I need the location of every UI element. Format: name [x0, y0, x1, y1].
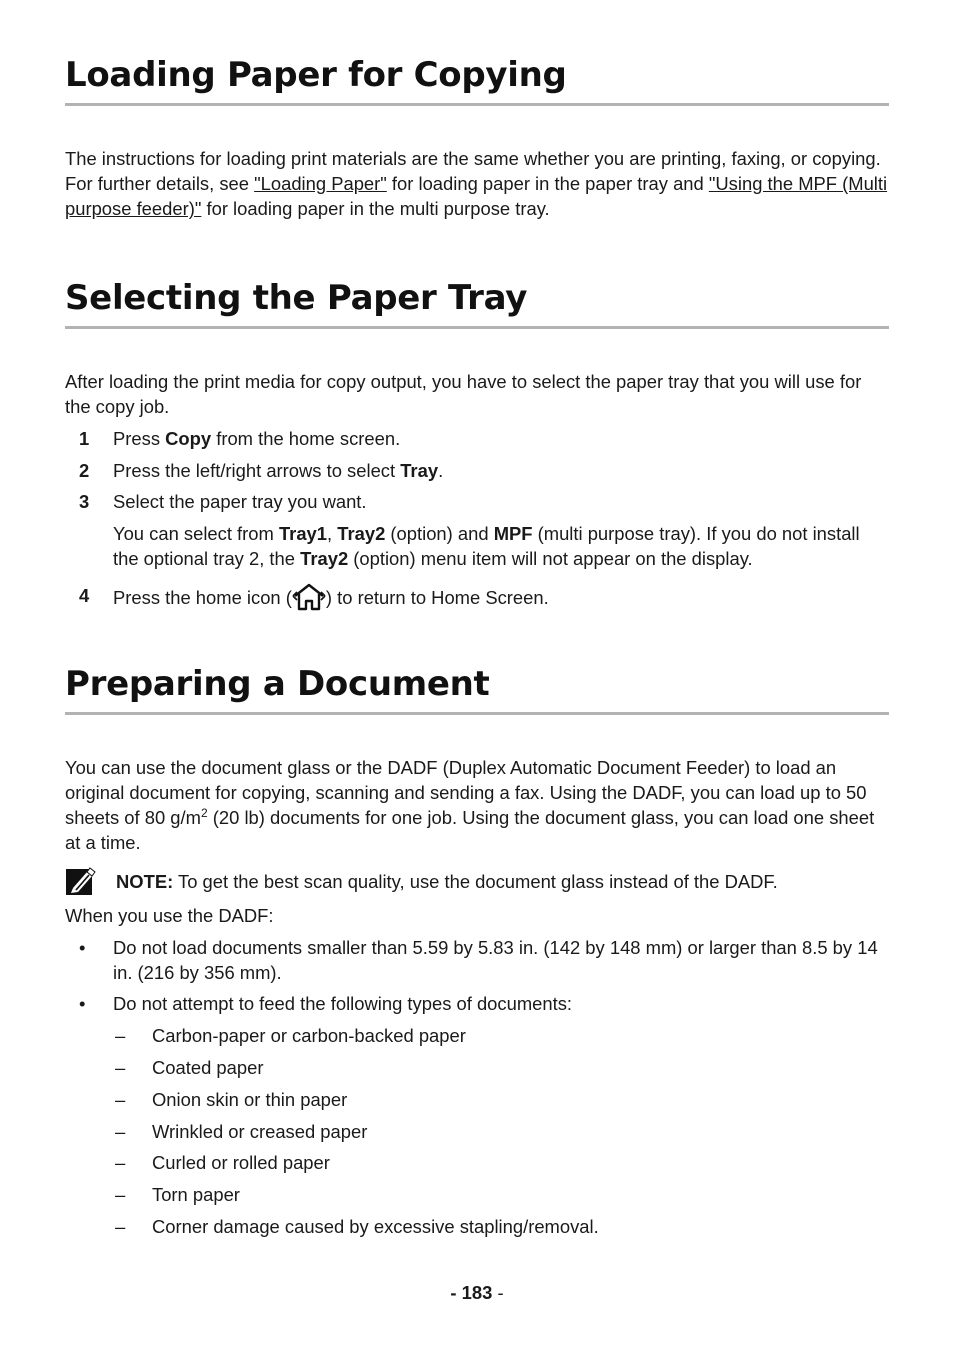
dash-item: Carbon-paper or carbon-backed paper	[152, 1025, 466, 1046]
heading-loading-paper: Loading Paper for Copying	[65, 55, 889, 106]
bullet-marker: •	[79, 937, 86, 958]
loading-paper-paragraph: The instructions for loading print materials are the same whether you are printing, faxing, or copying. For further details, see "Loading Paper" for loading paper in the paper tray and "Using the MPF (Multi purpose feeder)" for loading paper in the multi purpose tray.	[65, 148, 888, 219]
bullet-item: Do not load documents smaller than 5.59 by 5.83 in. (142 by 148 mm) or larger than 8.5 by 14 in. (216 by 356 mm).	[113, 937, 878, 983]
bullet-item: Do not attempt to feed the following types of documents:	[113, 993, 573, 1014]
dash-item: Torn paper	[152, 1184, 240, 1205]
dash-marker: –	[115, 1216, 126, 1237]
heading-selecting-paper-tray: Selecting the Paper Tray	[65, 278, 889, 329]
dash-marker: –	[115, 1184, 126, 1205]
bullet-marker: •	[79, 993, 86, 1014]
dash-item: Coated paper	[152, 1057, 264, 1078]
step-3: Select the paper tray you want.	[113, 491, 367, 512]
step-number: 3	[79, 491, 90, 512]
note-text: NOTE: To get the best scan quality, use the document glass instead of the DADF.	[116, 871, 778, 892]
step-1: Press Copy from the home screen.	[113, 428, 401, 449]
dash-item: Curled or rolled paper	[152, 1152, 330, 1173]
when-dadf-text: When you use the DADF:	[65, 905, 274, 926]
step-number: 2	[79, 460, 90, 481]
page-number: - 183 -	[450, 1282, 504, 1303]
link-loading-paper[interactable]: "Loading Paper"	[254, 173, 387, 194]
dash-marker: –	[115, 1057, 126, 1078]
link-using-mpf[interactable]: "Using the MPF (Multi purpose feeder)"	[65, 173, 888, 219]
note-pencil-icon	[65, 866, 99, 896]
step-3-detail: You can select from Tray1, Tray2 (option) and MPF (multi purpose tray). If you do not install the optional tray 2, the Tray2 (option) menu item will not appear on the display.	[113, 523, 860, 569]
preparing-document-intro: You can use the document glass or the DADF (Duplex Automatic Document Feeder) to load an original document for copying, scanning and sending a fax. Using the DADF, you can load up to 50 sheets of 80 $g/m^2$ (20 lb) documents for one job. Using the document glass, you can load one sheet at a time.	[65, 757, 875, 853]
step-number: 1	[79, 428, 90, 449]
heading-preparing-document: Preparing a Document	[65, 664, 889, 715]
home-icon	[292, 583, 326, 611]
selecting-tray-intro: After loading the print media for copy output, you have to select the paper tray that you will use for the copy job.	[65, 371, 862, 417]
dash-marker: –	[115, 1152, 126, 1173]
dash-item: Onion skin or thin paper	[152, 1089, 348, 1110]
step-number: 4	[79, 585, 90, 606]
step-2: Press the left/right arrows to select Tray.	[113, 460, 444, 481]
dash-marker: –	[115, 1089, 126, 1110]
dash-marker: –	[115, 1025, 126, 1046]
dash-item: Wrinkled or creased paper	[152, 1121, 368, 1142]
dash-item: Corner damage caused by excessive stapling/removal.	[152, 1216, 599, 1237]
dash-marker: –	[115, 1121, 126, 1142]
step-4: Press the home icon ( ) to return to Home Screen.	[113, 583, 889, 611]
